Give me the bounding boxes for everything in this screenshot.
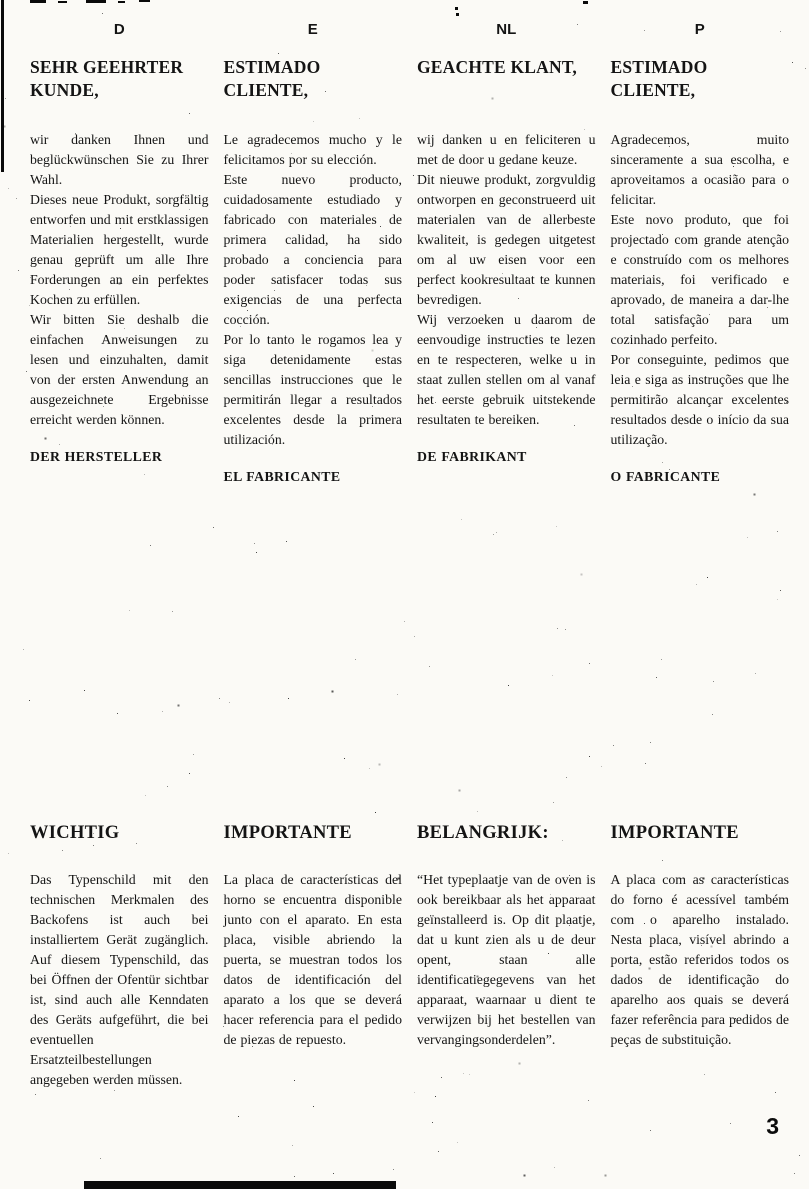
column-portuguese [611, 22, 790, 487]
signature-portuguese: O FABRICANTE [610, 469, 721, 484]
scan-mark-left-edge [1, 0, 4, 172]
greeting-paragraph: Wij verzoeken u daarom de eenvoudige instructies te lezen en te respecteren, welke u in staat zullen stellen om al vanaf het eerste gebruik uitstekende resultaten te bereiken. [417, 312, 596, 427]
notice-text-spanish: La placa de características del horno se encuentra disponible junto con el aparato. En esta placa, visible abriendo la puerta, se muestran todos los datos de identificación del aparato a los que se deverá hacer referencia para el pedido de piezas de repuesto. [223, 872, 402, 1048]
scan-mark-speck [455, 7, 458, 10]
greeting-paragraph: Wir bitten Sie deshalb die einfachen Anweisungen zu lesen und einzuhalten, damit von der ersten Anwendung an ausgezeichnete Ergebnisse erreicht werden können. [30, 312, 209, 427]
greeting-paragraph: Por conseguinte, pedimos que leia e siga as instruções que lhe permitirão alcançar excelentes resultados desde o início da sua utilização. [610, 352, 789, 447]
language-code-nl: NL [496, 21, 517, 38]
scan-mark-bottom-bar [84, 1181, 396, 1189]
scan-mark-top-dash [58, 1, 67, 3]
signature-spanish: EL FABRICANTE [223, 469, 341, 484]
notice-title-spanish: IMPORTANTE [223, 823, 352, 843]
language-code-d: D [113, 21, 125, 38]
greeting-title-spanish: ESTIMADO CLIENTE, [223, 57, 321, 101]
notice-text-dutch: “Het typeplaatje van de oven is ook bereikbaar als het apparaat geïnstalleerd is. Op dit plaatje, dat u kunt zien als u de deur opent, staan alle identificatiegegevens van het apparaat, waarnaar u dient te verwijzen bij het bestellen van vervangingsonderdelen”. [417, 872, 596, 1048]
page-number: 3 [766, 1113, 779, 1139]
notice-title-german: WICHTIG [30, 823, 120, 843]
signature-dutch: DE FABRIKANT [417, 449, 527, 464]
notice-title-dutch: BELANGRIJK: [417, 823, 549, 843]
notice-dutch [417, 822, 596, 1090]
greeting-paragraph: wir danken Ihnen und beglückwünschen Sie zu Ihrer Wahl. [30, 132, 209, 187]
greeting-title-german: SEHR GEEHRTER KUNDE, [30, 57, 184, 101]
notice-text-german: Das Typenschild mit den technischen Merkmalen des Backofens ist auch bei installiertem Gerät zugänglich. Auf diesem Typenschild, das bei Öffnen der Ofentür sichtbar ist, sind auch alle Kenndaten des Geräts aufgeführt, die bei eventuellen Ersatzteilbestellungen angegeben werden müssen. [30, 872, 209, 1088]
language-code-e: E [307, 21, 318, 38]
notice-spanish [224, 822, 403, 1090]
greeting-paragraph: Este nuevo producto, cuidadosamente estudiado y fabricado con materiales de primera calidad, ha sido probado a conciencia para poder satisfacer todas sus exigencias de una perfecta cocción. [223, 172, 402, 327]
column-german [30, 22, 209, 487]
scan-mark-top-dash [86, 0, 106, 3]
greeting-paragraph: Dieses neue Produkt, sorgfältig entworfen und mit erstklassigen Materialien hergestellt, wurde genau geprüft um alle Ihre Forderungen an ein perfektes Kochen zu erfüllen. [30, 192, 209, 307]
greeting-paragraph: Por lo tanto le rogamos lea y siga detenidamente estas sencillas instrucciones que le permitirán llegar a resultados excelentes desde la primera utilización. [223, 332, 402, 447]
scan-mark-top-dash [139, 0, 150, 2]
language-code-p: P [694, 21, 705, 38]
scan-mark-top-dash [118, 1, 125, 3]
greeting-section [0, 22, 809, 487]
greeting-paragraph: Dit nieuwe produkt, zorgvuldig ontworpen en geconstrueerd uit materialen van de allerbeste kwaliteit, is gedegen uitgetest om al uw eisen voor een perfect kookresultaat te kunnen bevredigen. [417, 172, 596, 307]
notice-text-portuguese: A placa com as características do forno é acessível também com o aparelho instalado. Nesta placa, visível abrindo a porta, estão referidos todos os dados de identificação do aparelho aos quais se deverá fazer referência para pedidos de peças de substituição. [610, 872, 789, 1048]
column-spanish [224, 22, 403, 487]
notice-german [30, 822, 209, 1090]
scan-mark-top-dash [30, 0, 46, 3]
greeting-title-dutch: GEACHTE KLANT, [417, 57, 578, 77]
scan-mark-speck [583, 1, 588, 4]
column-dutch [417, 22, 596, 487]
greeting-paragraph: Agradecemos, muito sinceramente a sua escolha, e aproveitamos a ocasião para o felicitar. [610, 132, 789, 207]
greeting-paragraph: Le agradecemos mucho y le felicitamos por su elección. [223, 132, 402, 167]
signature-german: DER HERSTELLER [30, 449, 163, 464]
greeting-paragraph: Este novo produto, que foi projectado com grande atenção e construído com os melhores materiais, foi verificado e aprovado, de maneira a dar-lhe total satisfação para um cozinhado perfeito. [610, 212, 789, 347]
notice-title-portuguese: IMPORTANTE [610, 823, 739, 843]
greeting-paragraph: wij danken u en feliciteren u met de door u gedane keuze. [417, 132, 596, 167]
notice-section [0, 822, 809, 1090]
notice-portuguese [611, 822, 790, 1090]
scan-mark-speck [456, 13, 459, 16]
greeting-title-portuguese: ESTIMADO CLIENTE, [610, 57, 708, 101]
